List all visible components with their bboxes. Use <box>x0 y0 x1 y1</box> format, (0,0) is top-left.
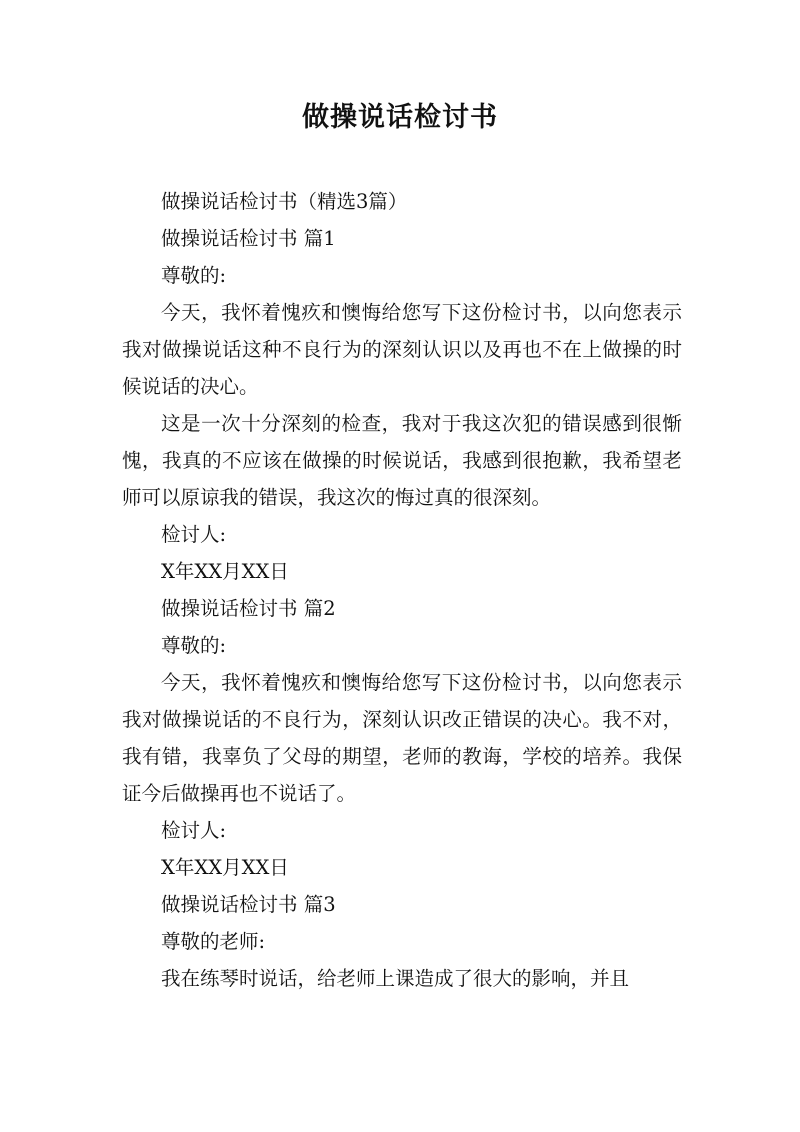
paragraph-section-2-heading: 做操说话检讨书 篇2 <box>161 597 336 620</box>
paragraph-date: X年XX月XX日 <box>161 560 289 583</box>
paragraph-intro-heading: 做操说话检讨书（精选3篇） <box>161 190 408 213</box>
paragraph-body: 今天，我怀着愧疚和懊悔给您写下这份检讨书，以向您表示我对做操说话这种不良行为的深刻认识以及再也不在上做操的时候说话的决心。 <box>122 301 682 398</box>
paragraph-body: 我在练琴时说话，给老师上课造成了很大的影响，并且 <box>161 967 630 990</box>
paragraph-date: X年XX月XX日 <box>161 856 289 879</box>
paragraph-body: 这是一次十分深刻的检查，我对于我这次犯的错误感到很惭愧，我真的不应该在做操的时候说话，我感到很抱歉，我希望老师可以原谅我的错误，我这次的悔过真的很深刻。 <box>122 412 682 509</box>
document-title: 做操说话检讨书 <box>302 102 498 133</box>
paragraph-salutation: 尊敬的: <box>161 634 227 657</box>
paragraph-signature: 检讨人: <box>161 819 227 842</box>
paragraph-section-1-heading: 做操说话检讨书 篇1 <box>161 227 336 250</box>
paragraph-salutation: 尊敬的: <box>161 264 227 287</box>
document-body <box>122 183 682 997</box>
paragraph-signature: 检讨人: <box>161 523 227 546</box>
paragraph-salutation: 尊敬的老师: <box>161 930 266 953</box>
paragraph-section-3-heading: 做操说话检讨书 篇3 <box>161 893 336 916</box>
paragraph-body: 今天，我怀着愧疚和懊悔给您写下这份检讨书，以向您表示我对做操说话的不良行为，深刻认识改正错误的决心。我不对，我有错，我辜负了父母的期望，老师的教诲，学校的培养。我保证今后做操再也不说话了。 <box>122 671 682 805</box>
